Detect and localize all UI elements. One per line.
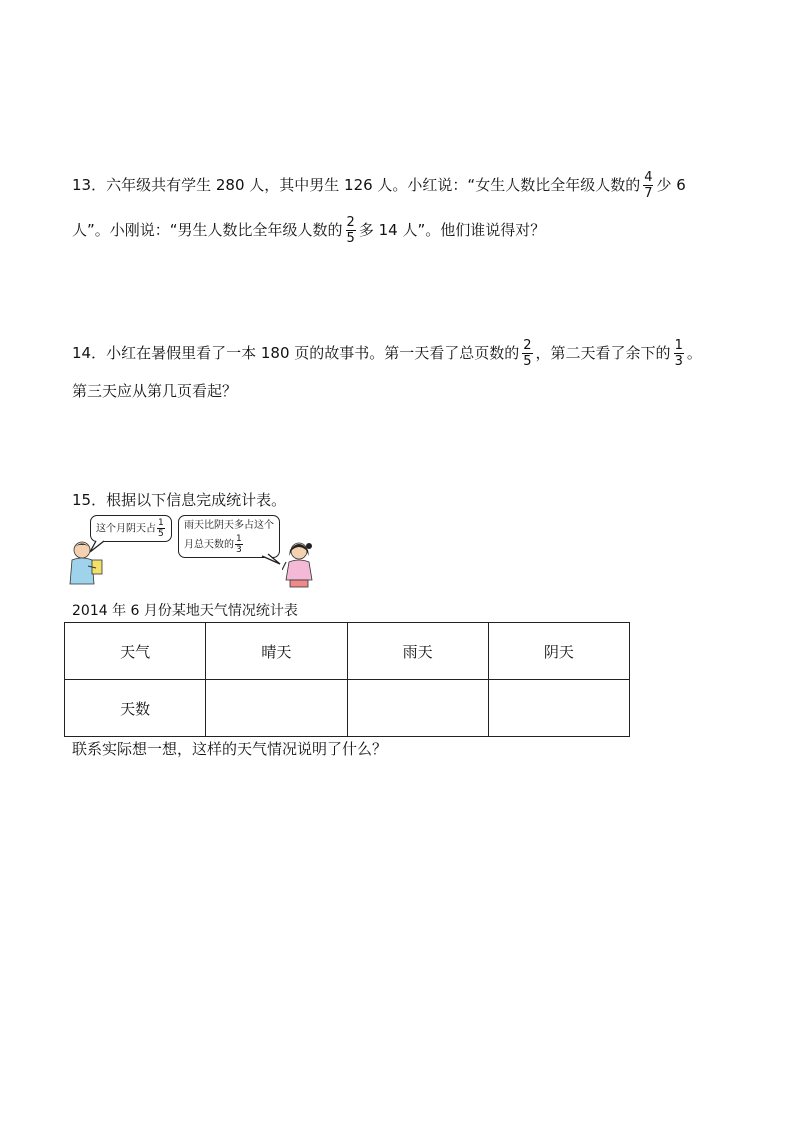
table-cell: 晴天	[206, 623, 347, 680]
fraction-numerator: 4	[644, 170, 653, 185]
table-cell-answer[interactable]	[347, 680, 488, 737]
bubble2-line1: 雨天比阴天多占这个	[184, 520, 274, 531]
fraction-numerator: 1	[158, 518, 164, 528]
q14-text-1a: 14．小红在暑假里看了一本 180 页的故事书。第一天看了总页数的	[72, 344, 520, 362]
table-cell-answer[interactable]	[488, 680, 629, 737]
girl-figure-icon	[282, 540, 316, 588]
fraction-denominator: 7	[644, 186, 653, 201]
fraction-numerator: 1	[674, 338, 683, 353]
q13-text-2a: 人”。小刚说：“男生人数比全年级人数的	[72, 221, 343, 239]
bubble2-text: 月总天数的	[184, 539, 234, 551]
table-cell-answer[interactable]	[206, 680, 347, 737]
table-row	[65, 680, 630, 737]
q15-followup-question	[72, 738, 387, 759]
q14-text-2: 第三天应从第几页看起？	[72, 382, 238, 400]
table-cell: 雨天	[347, 623, 488, 680]
q15-question-text: 联系实际想一想，这样的天气情况说明了什么？	[72, 740, 388, 758]
table-cell: 天数	[65, 680, 206, 737]
q13-text-2b: 多 14 人”。他们谁说得对？	[358, 221, 546, 239]
table-header-row	[65, 623, 630, 680]
table-cell: 天气	[65, 623, 206, 680]
fraction-denominator: 5	[523, 354, 532, 369]
fraction-numerator: 2	[346, 215, 355, 230]
q13-text-1b: 少 6	[656, 176, 686, 194]
weather-statistics-table	[64, 622, 630, 737]
q13-text-1a: 13．六年级共有学生 280 人，其中男生 126 人。小红说：“女生人数比全年级人数的	[72, 176, 641, 194]
q14-text-1b: ，第二天看了余下的	[535, 344, 671, 362]
fraction-denominator: 3	[236, 545, 242, 555]
fraction-numerator: 1	[236, 534, 242, 544]
boy-figure-icon	[68, 540, 112, 586]
table-cell: 阴天	[488, 623, 629, 680]
bubble1-text: 这个月阴天占	[96, 523, 156, 535]
table-caption: 2014 年 6 月份某地天气情况统计表	[72, 603, 298, 619]
fraction-numerator: 2	[523, 338, 532, 353]
fraction-denominator: 5	[346, 231, 355, 246]
q14-text-1c: 。	[686, 344, 702, 362]
q15-title-text: 15．根据以下信息完成统计表。	[72, 491, 287, 509]
fraction-denominator: 3	[674, 354, 683, 369]
fraction-denominator: 5	[158, 529, 164, 539]
